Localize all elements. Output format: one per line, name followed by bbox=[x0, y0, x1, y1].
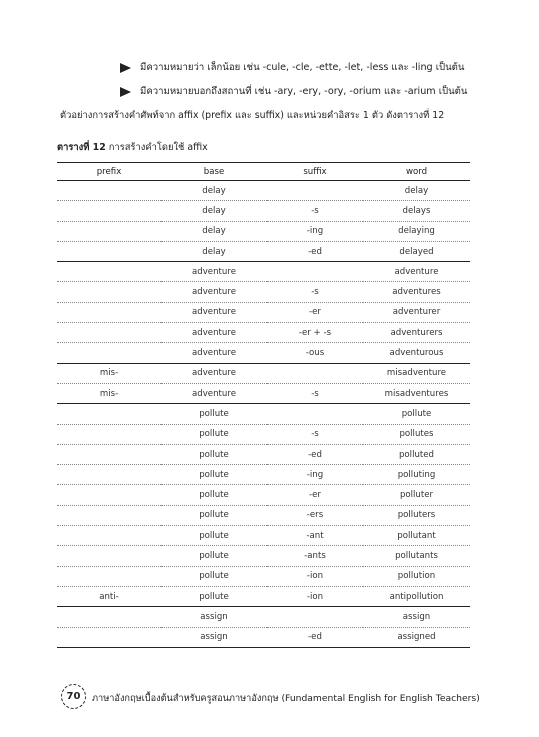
intro-paragraph: ตัวอย่างการสร้างคำศัพท์จาก affix (prefix และ suffix) และหน่วยคำอิสระ 1 ตัว ดังตารางที่ 12 bbox=[60, 110, 445, 121]
cell-word: adventurers bbox=[363, 323, 470, 343]
bullet-text: มีความหมายว่า เล็กน้อย เช่น -cule, -cle, -ette, -let, -less และ -ling เป็นต้น bbox=[140, 62, 465, 73]
cell-word: pollution bbox=[363, 566, 470, 586]
cell-prefix: mis- bbox=[57, 383, 161, 403]
cell-prefix bbox=[57, 221, 161, 241]
cell-prefix bbox=[57, 505, 161, 525]
cell-word: pollutant bbox=[363, 526, 470, 546]
table-row bbox=[57, 444, 470, 464]
cell-base: pollute bbox=[161, 404, 267, 424]
cell-base: delay bbox=[161, 221, 267, 241]
bullet-item bbox=[120, 84, 467, 99]
table-row bbox=[57, 201, 470, 221]
cell-prefix bbox=[57, 404, 161, 424]
cell-suffix: -er + -s bbox=[267, 323, 363, 343]
cell-base: pollute bbox=[161, 526, 267, 546]
table-row bbox=[57, 262, 470, 282]
cell-base: delay bbox=[161, 241, 267, 261]
table-row bbox=[57, 424, 470, 444]
cell-prefix bbox=[57, 262, 161, 282]
cell-base: pollute bbox=[161, 566, 267, 586]
cell-suffix: -ing bbox=[267, 465, 363, 485]
cell-prefix bbox=[57, 323, 161, 343]
table-row bbox=[57, 343, 470, 363]
running-footer: ภาษาอังกฤษเบื้องต้นสำหรับครูสอนภาษาอังกฤษ (Fundamental English for English Teachers) bbox=[92, 693, 480, 704]
cell-word: assigned bbox=[363, 627, 470, 647]
cell-word: adventures bbox=[363, 282, 470, 302]
cell-word: delaying bbox=[363, 221, 470, 241]
cell-word: delays bbox=[363, 201, 470, 221]
cell-word: misadventure bbox=[363, 363, 470, 383]
table-row bbox=[57, 221, 470, 241]
table-body bbox=[57, 181, 470, 648]
cell-prefix bbox=[57, 181, 161, 201]
cell-suffix: -ant bbox=[267, 526, 363, 546]
cell-suffix: -ed bbox=[267, 627, 363, 647]
cell-word: polluted bbox=[363, 444, 470, 464]
cell-prefix bbox=[57, 282, 161, 302]
cell-suffix: -ing bbox=[267, 221, 363, 241]
table-row bbox=[57, 363, 470, 383]
cell-word: delayed bbox=[363, 241, 470, 261]
table-row bbox=[57, 404, 470, 424]
bullet-text: มีความหมายบอกถึงสถานที่ เช่น -ary, -ery, -ory, -orium และ -arium เป็นต้น bbox=[140, 86, 468, 97]
header-suffix: suffix bbox=[267, 163, 363, 181]
table-row bbox=[57, 302, 470, 322]
cell-prefix bbox=[57, 424, 161, 444]
cell-base: delay bbox=[161, 181, 267, 201]
cell-base: adventure bbox=[161, 282, 267, 302]
cell-base: pollute bbox=[161, 485, 267, 505]
cell-word: pollute bbox=[363, 404, 470, 424]
cell-word: adventurous bbox=[363, 343, 470, 363]
cell-prefix bbox=[57, 201, 161, 221]
cell-suffix: -s bbox=[267, 383, 363, 403]
cell-prefix: anti- bbox=[57, 586, 161, 606]
table-header-row bbox=[57, 163, 470, 181]
triangle-bullet-icon bbox=[120, 63, 131, 73]
table-row bbox=[57, 323, 470, 343]
cell-word: assign bbox=[363, 607, 470, 627]
cell-base: adventure bbox=[161, 262, 267, 282]
table-row bbox=[57, 627, 470, 647]
cell-base: adventure bbox=[161, 383, 267, 403]
cell-base: assign bbox=[161, 627, 267, 647]
cell-suffix: -ers bbox=[267, 505, 363, 525]
cell-base: pollute bbox=[161, 505, 267, 525]
table-row bbox=[57, 607, 470, 627]
triangle-bullet-icon bbox=[120, 87, 131, 97]
cell-suffix: -s bbox=[267, 201, 363, 221]
cell-base: pollute bbox=[161, 465, 267, 485]
cell-suffix bbox=[267, 404, 363, 424]
cell-suffix: -ants bbox=[267, 546, 363, 566]
cell-suffix bbox=[267, 363, 363, 383]
table-row bbox=[57, 566, 470, 586]
cell-prefix bbox=[57, 546, 161, 566]
cell-base: pollute bbox=[161, 546, 267, 566]
cell-suffix: -ed bbox=[267, 241, 363, 261]
cell-prefix bbox=[57, 465, 161, 485]
table-row bbox=[57, 241, 470, 261]
cell-base: pollute bbox=[161, 424, 267, 444]
header-base: base bbox=[161, 163, 267, 181]
cell-prefix bbox=[57, 302, 161, 322]
cell-word: polluting bbox=[363, 465, 470, 485]
table-row bbox=[57, 485, 470, 505]
cell-prefix bbox=[57, 485, 161, 505]
cell-suffix: -ion bbox=[267, 566, 363, 586]
cell-prefix bbox=[57, 343, 161, 363]
header-prefix: prefix bbox=[57, 163, 161, 181]
cell-prefix bbox=[57, 627, 161, 647]
cell-word: antipollution bbox=[363, 586, 470, 606]
table-row bbox=[57, 465, 470, 485]
cell-suffix: -ous bbox=[267, 343, 363, 363]
cell-word: pollutants bbox=[363, 546, 470, 566]
table-row bbox=[57, 526, 470, 546]
header-word: word bbox=[363, 163, 470, 181]
cell-word: adventurer bbox=[363, 302, 470, 322]
cell-base: adventure bbox=[161, 323, 267, 343]
cell-suffix: -er bbox=[267, 485, 363, 505]
cell-word: adventure bbox=[363, 262, 470, 282]
cell-suffix bbox=[267, 262, 363, 282]
cell-base: assign bbox=[161, 607, 267, 627]
cell-base: pollute bbox=[161, 586, 267, 606]
cell-suffix: -s bbox=[267, 424, 363, 444]
cell-base: adventure bbox=[161, 343, 267, 363]
table-row bbox=[57, 181, 470, 201]
cell-word: delay bbox=[363, 181, 470, 201]
table-row bbox=[57, 282, 470, 302]
cell-suffix: -ed bbox=[267, 444, 363, 464]
cell-base: adventure bbox=[161, 363, 267, 383]
cell-suffix bbox=[267, 607, 363, 627]
cell-suffix: -er bbox=[267, 302, 363, 322]
table-row bbox=[57, 505, 470, 525]
cell-prefix: mis- bbox=[57, 363, 161, 383]
cell-base: delay bbox=[161, 201, 267, 221]
page-number: 70 bbox=[61, 684, 86, 709]
bullet-item bbox=[120, 60, 464, 75]
cell-suffix: -s bbox=[267, 282, 363, 302]
cell-word: polluter bbox=[363, 485, 470, 505]
table-caption-label: ตารางที่ 12 bbox=[57, 142, 106, 153]
table-row bbox=[57, 586, 470, 606]
table-caption bbox=[57, 140, 208, 155]
cell-prefix bbox=[57, 526, 161, 546]
cell-word: pollutes bbox=[363, 424, 470, 444]
table-row bbox=[57, 546, 470, 566]
cell-prefix bbox=[57, 607, 161, 627]
affix-table bbox=[57, 162, 470, 648]
table-row bbox=[57, 383, 470, 403]
cell-prefix bbox=[57, 241, 161, 261]
cell-suffix: -ion bbox=[267, 586, 363, 606]
cell-base: adventure bbox=[161, 302, 267, 322]
cell-base: pollute bbox=[161, 444, 267, 464]
cell-prefix bbox=[57, 566, 161, 586]
cell-prefix bbox=[57, 444, 161, 464]
cell-suffix bbox=[267, 181, 363, 201]
table-caption-text: การสร้างคำโดยใช้ affix bbox=[108, 142, 208, 153]
cell-word: misadventures bbox=[363, 383, 470, 403]
cell-word: polluters bbox=[363, 505, 470, 525]
